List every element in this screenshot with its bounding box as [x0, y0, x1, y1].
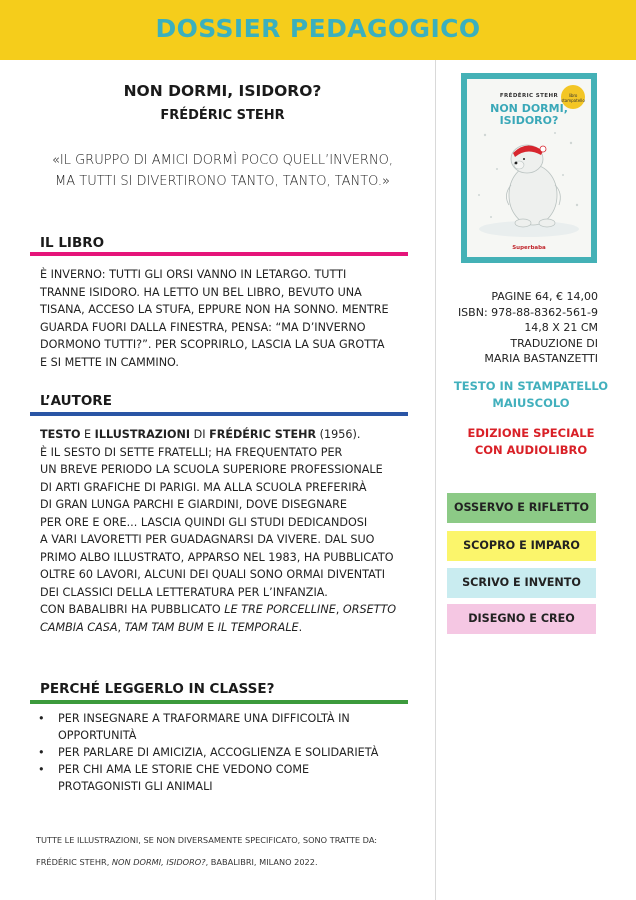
section-heading-autore: L’AUTORE	[40, 393, 112, 409]
intro-illustrazioni: ILLUSTRAZIONI	[94, 428, 191, 441]
book-quote	[30, 150, 415, 192]
tag-scrivo-e-invento: SCRIVO E INVENTO	[447, 568, 596, 598]
intro-year: (1956).	[316, 428, 361, 441]
text-line: PRIMO ALBO ILLUSTRATO, APPARSO NEL 1983, HA PUBBLICATO	[40, 550, 394, 564]
text-line	[40, 619, 420, 637]
text-line: DEI CLASSICI DELLA LETTERATURA PER L’INFANZIA.	[40, 585, 328, 599]
section-heading-perche: PERCHÉ LEGGERLO IN CLASSE?	[40, 681, 275, 697]
il-libro-text	[40, 266, 420, 371]
intro-testo: TESTO	[40, 428, 81, 441]
text-line: A VARI LAVORETTI PER GUADAGNARSI DA VIVERE. DAL SUO	[40, 533, 375, 546]
section-bar-perche	[30, 700, 408, 704]
sep-e: E	[203, 620, 218, 634]
cover-author: FRÉDÉRIC STEHR	[499, 93, 559, 99]
note-line: TESTO IN STAMPATELLO	[453, 379, 609, 393]
list-item	[36, 710, 416, 744]
meta-size: 14,8 X 21 CM	[524, 321, 598, 334]
end: .	[298, 620, 303, 634]
section-bar-il-libro	[30, 252, 408, 256]
section-heading-il-libro: IL LIBRO	[40, 235, 105, 251]
book-title-tam-tam-bum: TAM TAM BUM	[124, 620, 204, 634]
list-item-line: • PER PARLARE DI AMICIZIA, ACCOGLIENZA E SOLIDARIETÀ	[58, 746, 379, 759]
note-line: CON AUDIOLIBRO	[474, 443, 588, 457]
text-line: DI GRAN LUNGA PARCHI E GIARDINI, DOVE DISEGNARE	[40, 498, 347, 511]
text-line	[40, 601, 420, 619]
tag-disegno-e-creo: DISEGNO E CREO	[447, 604, 596, 634]
quote-line: «IL GRUPPO DI AMICI DORMÌ POCO QUELL’INVERNO,	[51, 153, 394, 168]
tag-osservo-e-rifletto: OSSERVO E RIFLETTO	[447, 493, 596, 523]
credits-footer	[36, 829, 436, 873]
reasons-list	[36, 710, 416, 795]
text-line: TRANNE ISIDORO. HA LETTO UN BEL LIBRO, BEVUTO UNA	[40, 285, 362, 299]
audiobook-note	[436, 425, 626, 459]
book-cover-image	[461, 73, 597, 263]
cover-badge: libro stampatello	[561, 85, 585, 109]
text-line: È INVERNO: TUTTI GLI ORSI VANNO IN LETARGO. TUTTI	[40, 268, 347, 281]
header-banner	[0, 0, 636, 60]
tag-scopro-e-imparo: SCOPRO E IMPARO	[447, 531, 596, 561]
cover-title-line: NON DORMI,	[490, 102, 568, 115]
footer-line: TUTTE LE ILLUSTRAZIONI, SE NON DIVERSAMENTE SPECIFICATO, SONO TRATTE DA:	[36, 835, 378, 845]
footer-line	[36, 851, 436, 873]
list-item	[36, 744, 416, 761]
text-line: E SI METTE IN CAMMINO.	[40, 355, 179, 369]
column-divider	[435, 60, 436, 900]
book-title-porcelline: LE TRE PORCELLINE	[224, 603, 336, 616]
sep: ,	[335, 603, 343, 616]
sep: ,	[117, 620, 125, 634]
book-title: NON DORMI, ISIDORO?	[123, 82, 322, 100]
text-line: UN BREVE PERIODO LA SCUOLA SUPERIORE PROFESSIONALE	[40, 463, 383, 476]
last1-prefix: CON BABALIBRI HA PUBBLICATO	[40, 603, 225, 616]
meta-isbn: ISBN: 978-88-8362-561-9	[457, 305, 598, 319]
stampatello-note	[436, 378, 626, 412]
list-item-line: • PER INSEGNARE A TRAFORMARE UNA DIFFICOLTÀ IN	[58, 712, 350, 725]
section-bar-autore	[30, 412, 408, 416]
text-line: DI ARTI GRAFICHE DI PARIGI. MA ALLA SCUOLA PREFERIRÀ	[40, 480, 367, 494]
text-line: OLTRE 60 LAVORI, ALCUNI DEI QUALI SONO ORMAI DIVENTATI	[40, 568, 386, 581]
note-line: MAIUSCOLO	[492, 396, 570, 410]
autore-text	[40, 426, 420, 636]
footer-suffix: , BABALIBRI, MILANO 2022.	[205, 857, 318, 867]
text-line: PER ORE E ORE... LASCIA QUINDI GLI STUDI DEDICANDOSI	[40, 515, 368, 529]
cover-publisher: Superbaba	[512, 245, 546, 251]
note-line: EDIZIONE SPECIALE	[467, 426, 595, 440]
text-line: TISANA, ACCESO LA STUFA, EPPURE NON HA SONNO. MENTRE	[40, 303, 389, 316]
text-line: GUARDA FUORI DALLA FINESTRA, PENSA: “MA D’INVERNO	[40, 320, 366, 334]
text-line: È IL SESTO DI SETTE FRATELLI; HA FREQUENTATO PER	[40, 445, 343, 459]
book-title-cambia-casa: CAMBIA CASA	[40, 620, 118, 634]
book-metadata	[448, 289, 598, 367]
list-item-line: PROTAGONISTI GLI ANIMALI	[58, 780, 213, 793]
cover-title-line: ISIDORO?	[499, 114, 559, 127]
meta-translation: TRADUZIONE DI	[510, 336, 598, 350]
book-title-temporale: IL TEMPORALE	[217, 620, 299, 634]
meta-translator: MARIA BASTANZETTI	[484, 352, 598, 365]
page-title: DOSSIER PEDAGOGICO	[155, 14, 481, 43]
list-item-line: OPPORTUNITÀ	[58, 729, 137, 742]
meta-pages: PAGINE 64, € 14,00	[491, 290, 598, 303]
intro-name: FRÉDÉRIC STEHR	[209, 428, 317, 441]
list-item	[36, 761, 416, 795]
cover-title	[467, 103, 591, 127]
text-line: DORMONO TUTTI?”. PER SCOPRIRLO, LASCIA LA SUA GROTTA	[40, 338, 385, 351]
footer-author: FRÉDÉRIC STEHR,	[36, 857, 112, 867]
intro-di: DI	[190, 428, 210, 441]
polar-bear-illustration	[467, 125, 591, 245]
book-title-orsetto: ORSETTO	[342, 603, 397, 616]
text-line	[40, 426, 420, 444]
footer-title: NON DORMI, ISIDORO?	[111, 857, 206, 867]
list-item-line: • PER CHI AMA LE STORIE CHE VEDONO COME	[58, 763, 310, 776]
quote-line: MA TUTTI SI DIVERTIRONO TANTO, TANTO, TANTO.»	[55, 174, 390, 189]
book-author: FRÉDÉRIC STEHR	[160, 108, 285, 123]
intro-e: E	[80, 428, 95, 441]
cover-inner	[467, 79, 591, 257]
